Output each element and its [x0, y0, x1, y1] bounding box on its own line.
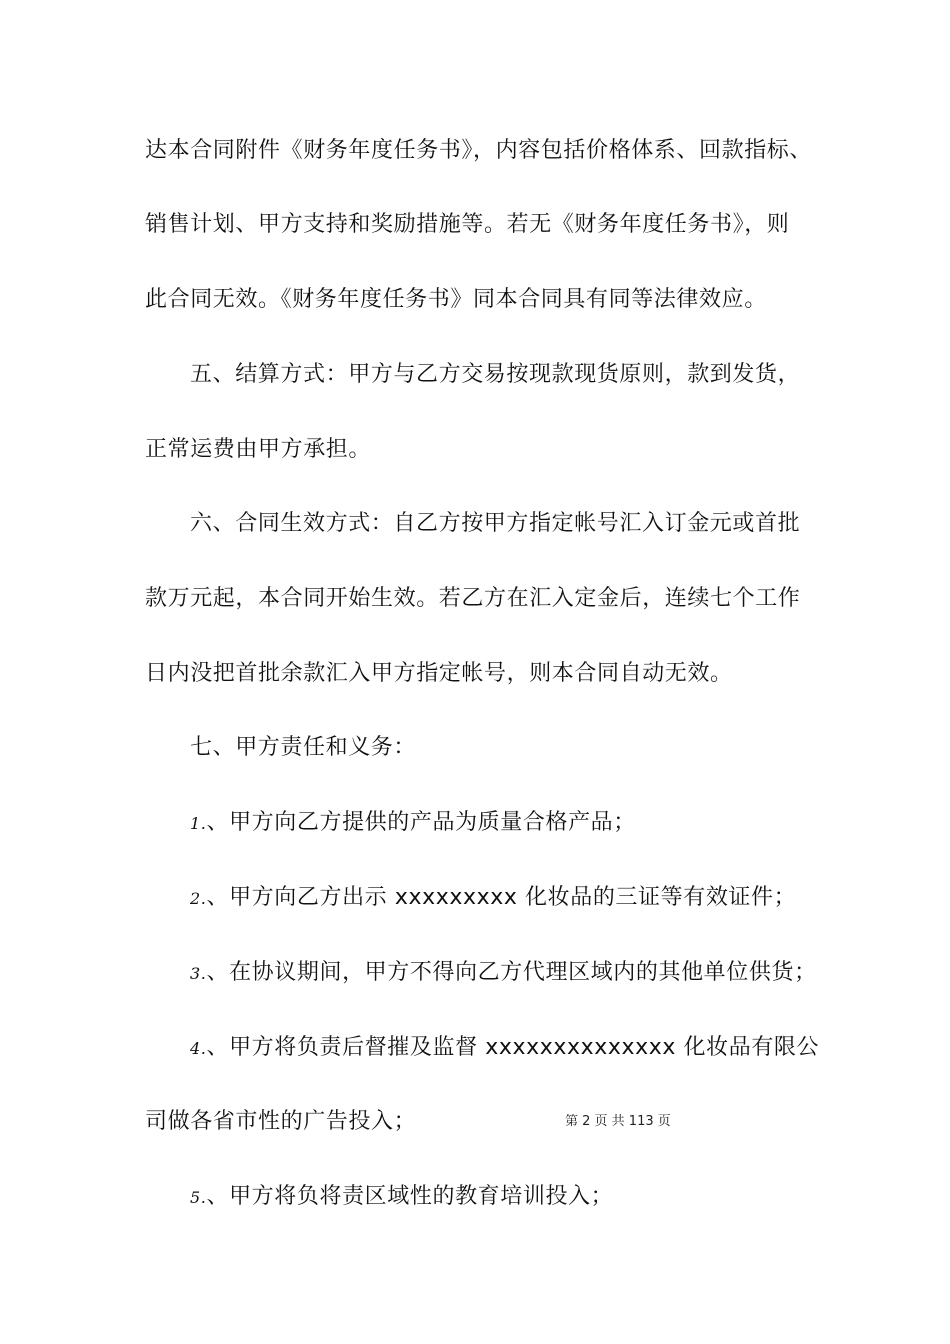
- list-item-number: 1.: [190, 814, 207, 833]
- list-item-2: [190, 883, 796, 914]
- section-six-heading: 六、合同生效方式：自乙方按甲方指定帐号汇入订金元或首批: [190, 511, 801, 536]
- text-line-3: 此合同无效。《财务年度任务书》同本合同具有同等法律效应。: [145, 287, 767, 312]
- list-item-text: 、甲方将负将责区域性的教育培训投入；: [206, 1184, 614, 1209]
- list-item-number: 3.: [190, 964, 207, 983]
- list-item-text: 、甲方向乙方出示 xxxxxxxxx 化妆品的三证等有效证件；: [206, 885, 797, 910]
- list-item-number: 4.: [190, 1039, 207, 1058]
- list-item-3: [190, 958, 817, 989]
- text-line-7: 款万元起，本合同开始生效。若乙方在汇入定金后，连续七个工作: [145, 586, 801, 611]
- list-item-number: 2.: [190, 889, 207, 908]
- list-item-number: 5.: [190, 1188, 207, 1207]
- list-item-text: 、甲方向乙方提供的产品为质量合格产品；: [206, 810, 636, 835]
- list-item-text: 、甲方将负责后督摧及监督 xxxxxxxxxxxxxx 化妆品有限公: [206, 1035, 820, 1060]
- list-item-4: [190, 1033, 819, 1064]
- text-line-5: 正常运费由甲方承担。: [145, 437, 372, 462]
- text-line-8: 日内没把首批余款汇入甲方指定帐号，则本合同自动无效。: [145, 661, 733, 686]
- list-item-text: 、在协议期间，甲方不得向乙方代理区域内的其他单位供货；: [206, 960, 817, 985]
- section-seven-heading: 七、甲方责任和义务：: [190, 735, 417, 760]
- section-five-heading: 五、结算方式：甲方与乙方交易按现款现货原则，款到发货，: [190, 362, 801, 387]
- text-line-1: 达本合同附件《财务年度任务书》，内容包括价格体系、回款指标、: [145, 138, 813, 163]
- page-number-footer: 第 2 页 共 113 页: [565, 1114, 671, 1129]
- text-continuation: 司做各省市性的广告投入；: [145, 1109, 417, 1134]
- list-item-1: [190, 808, 636, 839]
- list-item-5: [190, 1182, 613, 1213]
- text-line-2: 销售计划、甲方支持和奖励措施等。若无《财务年度任务书》，则: [145, 212, 790, 237]
